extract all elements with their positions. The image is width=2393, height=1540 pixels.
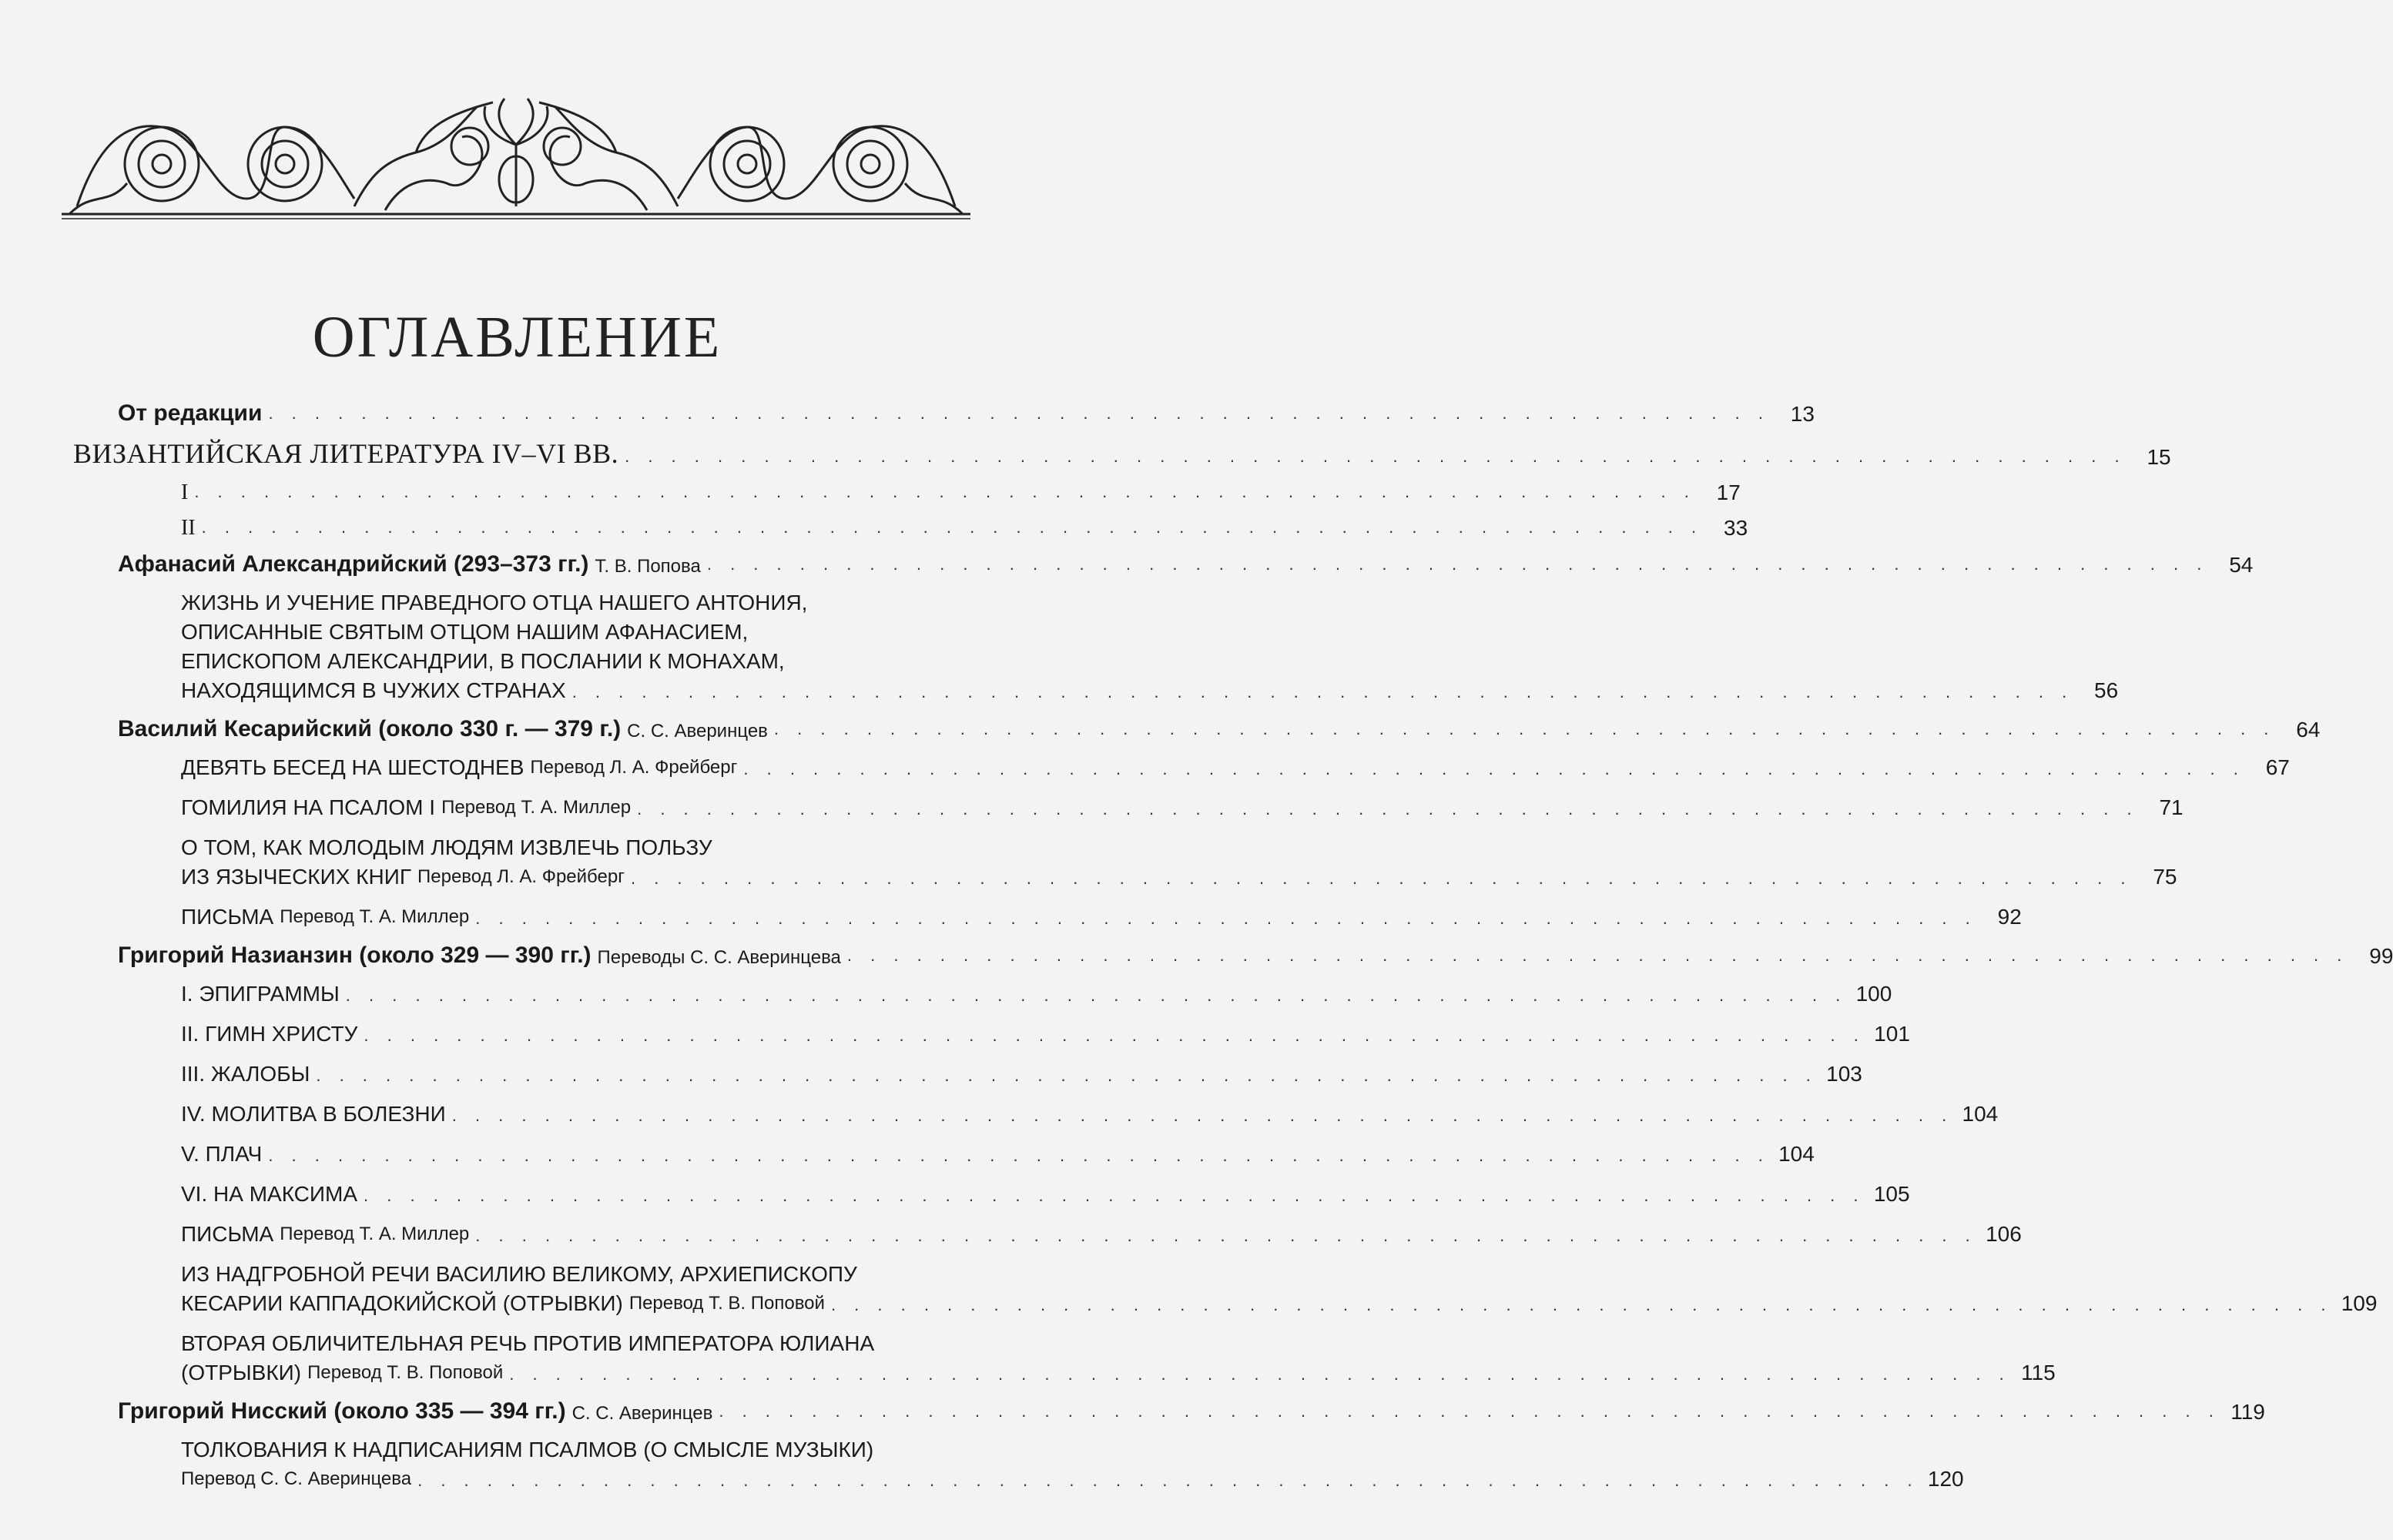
toc-entry-credit: Перевод Л. А. Фрейберг: [417, 866, 625, 887]
toc-entry: [73, 437, 2171, 470]
toc-entry: [73, 1019, 1910, 1049]
toc-entry-credit: Перевод С. С. Аверинцева: [181, 1468, 412, 1489]
toc-entry-credit: С. С. Аверинцев: [571, 1403, 713, 1424]
toc-entry-title: ИЗ ЯЗЫЧЕСКИХ КНИГ: [181, 865, 412, 889]
toc-entry: [73, 588, 2119, 705]
toc-entry: [73, 1398, 2265, 1424]
dot-leader: . . . . . . . . . . . . . . . . . . . . . . . . . . . . . . . . . . . . . . . . . . . . . . . . . . . . . . . . . . . . . . . . .: [625, 447, 2127, 466]
toc-entry: [73, 551, 2254, 578]
toc-entry: [73, 942, 2393, 969]
toc-entry-title: ГОМИЛИЯ НА ПСАЛОМ I: [181, 795, 436, 819]
toc-entry: [73, 1435, 1964, 1494]
toc-entry-title: Афанасий Александрийский (293–373 гг.): [118, 551, 589, 577]
toc-page-number: 100: [1855, 982, 1892, 1006]
toc-entry: [73, 1329, 2056, 1388]
toc-page-number: 104: [1778, 1142, 1815, 1166]
dot-leader: . . . . . . . . . . . . . . . . . . . . . . . . . . . . . . . . . . . . . . . . . . . . . . . . . . . . . . . . . . . . . . . . .: [509, 1364, 2011, 1384]
dot-leader: . . . . . . . . . . . . . . . . . . . . . . . . . . . . . . . . . . . . . . . . . . . . . . . . . . . . . . . . . . . . . . . . .: [475, 909, 1977, 928]
toc-entry-title: ОПИСАННЫЕ СВЯТЫМ ОТЦОМ НАШИМ АФАНАСИЕМ,: [181, 620, 749, 644]
toc-entry-title: ДЕВЯТЬ БЕСЕД НА ШЕСТОДНЕВ: [181, 755, 525, 779]
toc-entry-title: III. ЖАЛОБЫ: [181, 1062, 310, 1086]
dot-leader: . . . . . . . . . . . . . . . . . . . . . . . . . . . . . . . . . . . . . . . . . . . . . . . . . . . . . . . . . . . . . . . . .: [630, 869, 2133, 888]
dot-leader: . . . . . . . . . . . . . . . . . . . . . . . . . . . . . . . . . . . . . . . . . . . . . . . . . . . . . . . . . . . . . . . . .: [194, 482, 1696, 501]
toc-page-number: 92: [1997, 905, 2022, 929]
toc-entry-title: I. ЭПИГРАММЫ: [181, 982, 340, 1006]
toc-page-number: 105: [1873, 1182, 1910, 1206]
toc-entry-title: ВТОРАЯ ОБЛИЧИТЕЛЬНАЯ РЕЧЬ ПРОТИВ ИМПЕРАТОРА ЮЛИАНА: [181, 1331, 875, 1355]
toc-entry-title: От редакции: [118, 400, 263, 426]
toc-entry: [73, 753, 2290, 782]
toc-entry: [73, 1060, 1862, 1089]
toc-entry: [73, 516, 1748, 541]
toc-entry-credit: С. С. Аверинцев: [627, 721, 768, 742]
dot-leader: . . . . . . . . . . . . . . . . . . . . . . . . . . . . . . . . . . . . . . . . . . . . . . . . . . . . . . . . . . . . . . . . .: [706, 554, 2209, 574]
toc-entry-credit: Перевод Т. А. Миллер: [280, 906, 470, 927]
toc-page-number: 15: [2147, 445, 2171, 469]
table-of-contents: [73, 400, 2393, 1505]
toc-page-number: 106: [1986, 1222, 2022, 1246]
toc-entry-credit: Перевод Т. В. Поповой: [628, 1293, 825, 1314]
toc-entry: [73, 793, 2184, 822]
ornamental-header-frieze: [62, 91, 970, 229]
dot-leader: . . . . . . . . . . . . . . . . . . . . . . . . . . . . . . . . . . . . . . . . . . . . . . . . . . . . . . . . . . . . . . . . .: [846, 946, 2349, 965]
dot-leader: . . . . . . . . . . . . . . . . . . . . . . . . . . . . . . . . . . . . . . . . . . . . . . . . . . . . . . . . . . . . . . . . .: [364, 1026, 1865, 1045]
toc-entry-title: Григорий Назианзин (около 329 — 390 гг.): [118, 942, 592, 968]
toc-page-number: 99: [2369, 944, 2393, 968]
toc-entry-credit: Перевод Т. А. Миллер: [441, 797, 632, 818]
toc-entry-title: ИЗ НАДГРОБНОЙ РЕЧИ ВАСИЛИЮ ВЕЛИКОМУ, АРХИЕПИСКОПУ: [181, 1262, 857, 1286]
dot-leader: . . . . . . . . . . . . . . . . . . . . . . . . . . . . . . . . . . . . . . . . . . . . . . . . . . . . . . . . . . . . . . . . .: [830, 1295, 2333, 1314]
toc-entry-title: ПИСЬМА: [181, 1222, 274, 1246]
dot-leader: . . . . . . . . . . . . . . . . . . . . . . . . . . . . . . . . . . . . . . . . . . . . . . . . . . . . . . . . . . . . . . . . .: [417, 1471, 1919, 1490]
toc-entry: [73, 480, 1741, 505]
toc-entry-credit: Перевод Т. А. Миллер: [280, 1224, 470, 1244]
toc-entry-credit: Т. В. Попова: [595, 556, 701, 577]
toc-entry: [73, 1100, 1999, 1129]
toc-entry: [73, 1260, 2378, 1318]
dot-leader: . . . . . . . . . . . . . . . . . . . . . . . . . . . . . . . . . . . . . . . . . . . . . . . . . . . . . . . . . . . . . . . . .: [345, 986, 1848, 1005]
toc-entry: [73, 979, 1892, 1009]
dot-leader: . . . . . . . . . . . . . . . . . . . . . . . . . . . . . . . . . . . . . . . . . . . . . . . . . . . . . . . . . . . . . . . . .: [364, 1186, 1865, 1205]
toc-page-number: 119: [2230, 1400, 2265, 1424]
dot-leader: . . . . . . . . . . . . . . . . . . . . . . . . . . . . . . . . . . . . . . . . . . . . . . . . . . . . . . . . . . . . . . . . .: [268, 1146, 1770, 1165]
toc-entry: [73, 1180, 1910, 1209]
dot-leader: . . . . . . . . . . . . . . . . . . . . . . . . . . . . . . . . . . . . . . . . . . . . . . . . . . . . . . . . . . . . . . . . .: [571, 682, 2074, 701]
toc-entry-title: ТОЛКОВАНИЯ К НАДПИСАНИЯМ ПСАЛМОВ (О СМЫСЛЕ МУЗЫКИ): [181, 1438, 874, 1461]
toc-page-number: 13: [1790, 402, 1815, 426]
toc-page-number: 103: [1826, 1062, 1862, 1086]
toc-entry-title: О ТОМ, КАК МОЛОДЫМ ЛЮДЯМ ИЗВЛЕЧЬ ПОЛЬЗУ: [181, 835, 712, 859]
toc-entry-credit: Перевод Т. В. Поповой: [307, 1362, 504, 1383]
dot-leader: . . . . . . . . . . . . . . . . . . . . . . . . . . . . . . . . . . . . . . . . . . . . . . . . . . . . . . . . . . . . . . . . .: [268, 403, 1770, 423]
dot-leader: . . . . . . . . . . . . . . . . . . . . . . . . . . . . . . . . . . . . . . . . . . . . . . . . . . . . . . . . . . . . . . . . .: [475, 1226, 1977, 1245]
toc-entry-title: ВИЗАНТИЙСКАЯ ЛИТЕРАТУРА IV–VI ВВ.: [73, 438, 619, 469]
toc-page-number: 17: [1716, 480, 1741, 504]
toc-entry-title: (ОТРЫВКИ): [181, 1361, 302, 1384]
toc-page-number: 101: [1874, 1022, 1910, 1046]
toc-entry: [73, 833, 2177, 892]
dot-leader: . . . . . . . . . . . . . . . . . . . . . . . . . . . . . . . . . . . . . . . . . . . . . . . . . . . . . . . . . . . . . . . . .: [743, 759, 2245, 778]
toc-page-number: 109: [2341, 1291, 2378, 1315]
toc-entry-title: II: [181, 516, 196, 540]
toc-entry-credit: Переводы С. С. Аверинцева: [597, 947, 841, 968]
toc-entry-title: ЖИЗНЬ И УЧЕНИЕ ПРАВЕДНОГО ОТЦА НАШЕГО АНТОНИЯ,: [181, 591, 808, 614]
toc-entry: [73, 716, 2321, 742]
toc-entry: [73, 902, 2022, 932]
toc-entry-title: V. ПЛАЧ: [181, 1142, 263, 1166]
toc-entry-title: VI. НА МАКСИМА: [181, 1182, 358, 1206]
toc-page-number: 56: [2094, 678, 2119, 702]
dot-leader: . . . . . . . . . . . . . . . . . . . . . . . . . . . . . . . . . . . . . . . . . . . . . . . . . . . . . . . . . . . . . . . . .: [719, 1401, 2220, 1421]
toc-page-number: 64: [2296, 718, 2321, 742]
toc-entry-credit: Перевод Л. А. Фрейберг: [530, 757, 738, 778]
toc-entry-title: Василий Кесарийский (около 330 г. — 379 г.): [118, 716, 622, 742]
toc-entry-title: IV. МОЛИТВА В БОЛЕЗНИ: [181, 1102, 446, 1126]
toc-entry-title: ПИСЬМА: [181, 905, 274, 929]
dot-leader: . . . . . . . . . . . . . . . . . . . . . . . . . . . . . . . . . . . . . . . . . . . . . . . . . . . . . . . . . . . . . . . . .: [637, 799, 2139, 819]
toc-entry-title: ЕПИСКОПОМ АЛЕКСАНДРИИ, В ПОСЛАНИИ К МОНАХАМ,: [181, 649, 785, 673]
toc-entry: [73, 400, 1815, 427]
toc-entry-title: II. ГИМН ХРИСТУ: [181, 1022, 358, 1046]
toc-page-number: 33: [1724, 516, 1748, 540]
dot-leader: . . . . . . . . . . . . . . . . . . . . . . . . . . . . . . . . . . . . . . . . . . . . . . . . . . . . . . . . . . . . . . . . .: [201, 517, 1704, 537]
toc-entry-title: КЕСАРИИ КАППАДОКИЙСКОЙ (ОТРЫВКИ): [181, 1291, 623, 1315]
toc-page-number: 67: [2265, 755, 2290, 779]
toc-page-number: 115: [2021, 1361, 2056, 1384]
dot-leader: . . . . . . . . . . . . . . . . . . . . . . . . . . . . . . . . . . . . . . . . . . . . . . . . . . . . . . . . . . . . . . . . .: [451, 1106, 1954, 1125]
page-title: ОГЛАВЛЕНИЕ: [312, 305, 722, 370]
toc-entry: [73, 1220, 2022, 1249]
toc-page-number: 104: [1962, 1102, 1999, 1126]
toc-page-number: 120: [1927, 1467, 1964, 1491]
toc-entry-title: I: [181, 480, 189, 504]
dot-leader: . . . . . . . . . . . . . . . . . . . . . . . . . . . . . . . . . . . . . . . . . . . . . . . . . . . . . . . . . . . . . . . . .: [773, 719, 2276, 738]
toc-entry: [73, 1140, 1815, 1169]
toc-page-number: 75: [2153, 865, 2177, 889]
toc-page-number: 71: [2159, 795, 2184, 819]
toc-entry-title: Григорий Нисский (около 335 — 394 гг.): [118, 1398, 566, 1424]
toc-entry-title: НАХОДЯЩИМСЯ В ЧУЖИХ СТРАНАХ: [181, 678, 566, 702]
toc-page-number: 54: [2229, 553, 2254, 577]
dot-leader: . . . . . . . . . . . . . . . . . . . . . . . . . . . . . . . . . . . . . . . . . . . . . . . . . . . . . . . . . . . . . . . . .: [316, 1066, 1818, 1085]
